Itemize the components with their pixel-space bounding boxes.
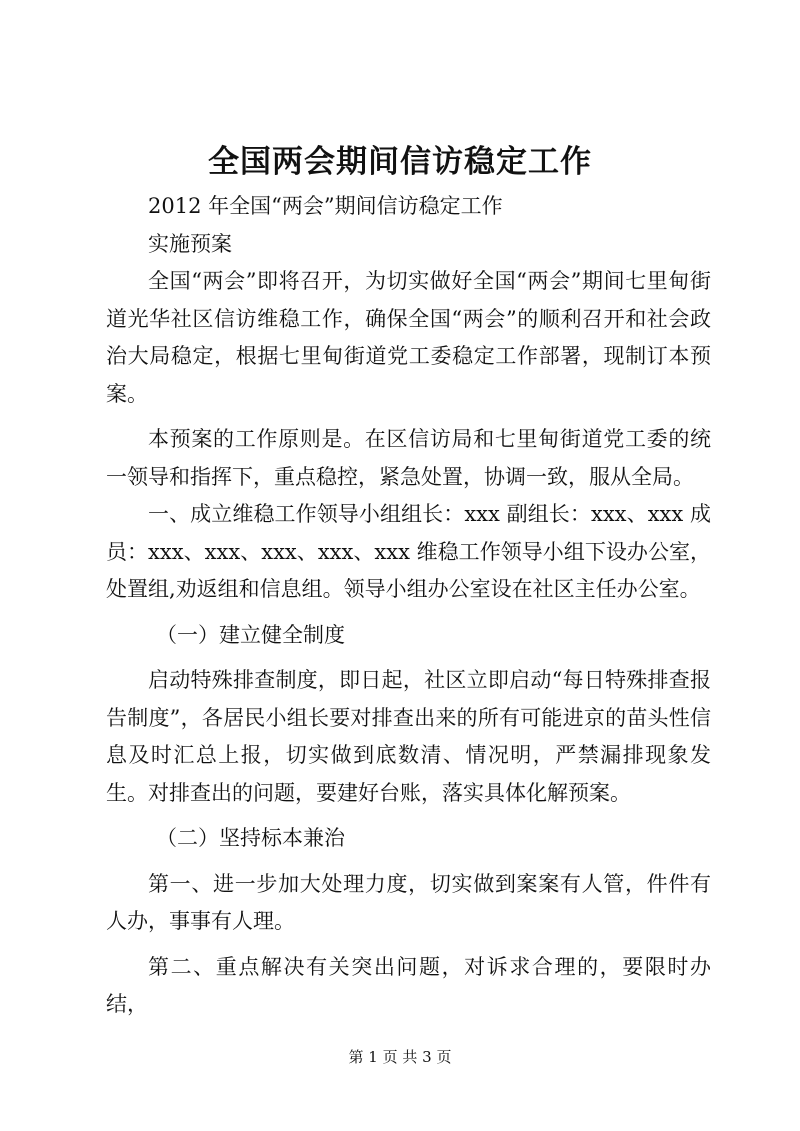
paragraph: 本预案的工作原则是。在区信访局和七里甸街道党工委的统一领导和指挥下，重点稳控，紧急处置，协调一致，服从全局。 bbox=[106, 427, 711, 489]
section-heading: （二）坚持标本兼治 bbox=[156, 826, 345, 850]
document-title: 全国两会期间信访稳定工作 bbox=[208, 144, 592, 180]
subtitle-line: 实施预案 bbox=[148, 231, 232, 256]
subtitle-line: 2012 年全国“两会”期间信访稳定工作 bbox=[148, 194, 503, 218]
paragraph: 全国“两会”即将召开，为切实做好全国“两会”期间七里甸街道光华社区信访维稳工作，确保全国“两会”的顺利召开和社会政治大局稳定，根据七里甸街道党工委稳定工作部署，现制订本预案。 bbox=[106, 269, 711, 406]
section-heading: （一）建立健全制度 bbox=[156, 622, 345, 647]
paragraph: 第一、进一步加大处理力度，切实做到案案有人管，件件有人办，事事有人理。 bbox=[106, 871, 711, 933]
page-footer: 第 1 页 共 3 页 bbox=[348, 1048, 452, 1066]
paragraph: 第二、重点解决有关突出问题，对诉求合理的，要限时办结， bbox=[106, 954, 711, 1016]
paragraph: 一、成立维稳工作领导小组组长：xxx 副组长：xxx、xxx 成员：xxx、xxx、xxx、xxx、xxx 维稳工作领导小组下设办公室，处置组,劝返组和信息组。领导小组办公室设在社区主任办公室。 bbox=[106, 502, 711, 601]
paragraph: 启动特殊排查制度，即日起，社区立即启动“每日特殊排查报告制度”，各居民小组长要对排查出来的所有可能进京的苗头性信息及时汇总上报，切实做到底数清、情况明，严禁漏排现象发生。对排查出的问题，要建好台账，落实具体化解预案。 bbox=[106, 668, 711, 805]
document-body bbox=[106, 188, 711, 1024]
